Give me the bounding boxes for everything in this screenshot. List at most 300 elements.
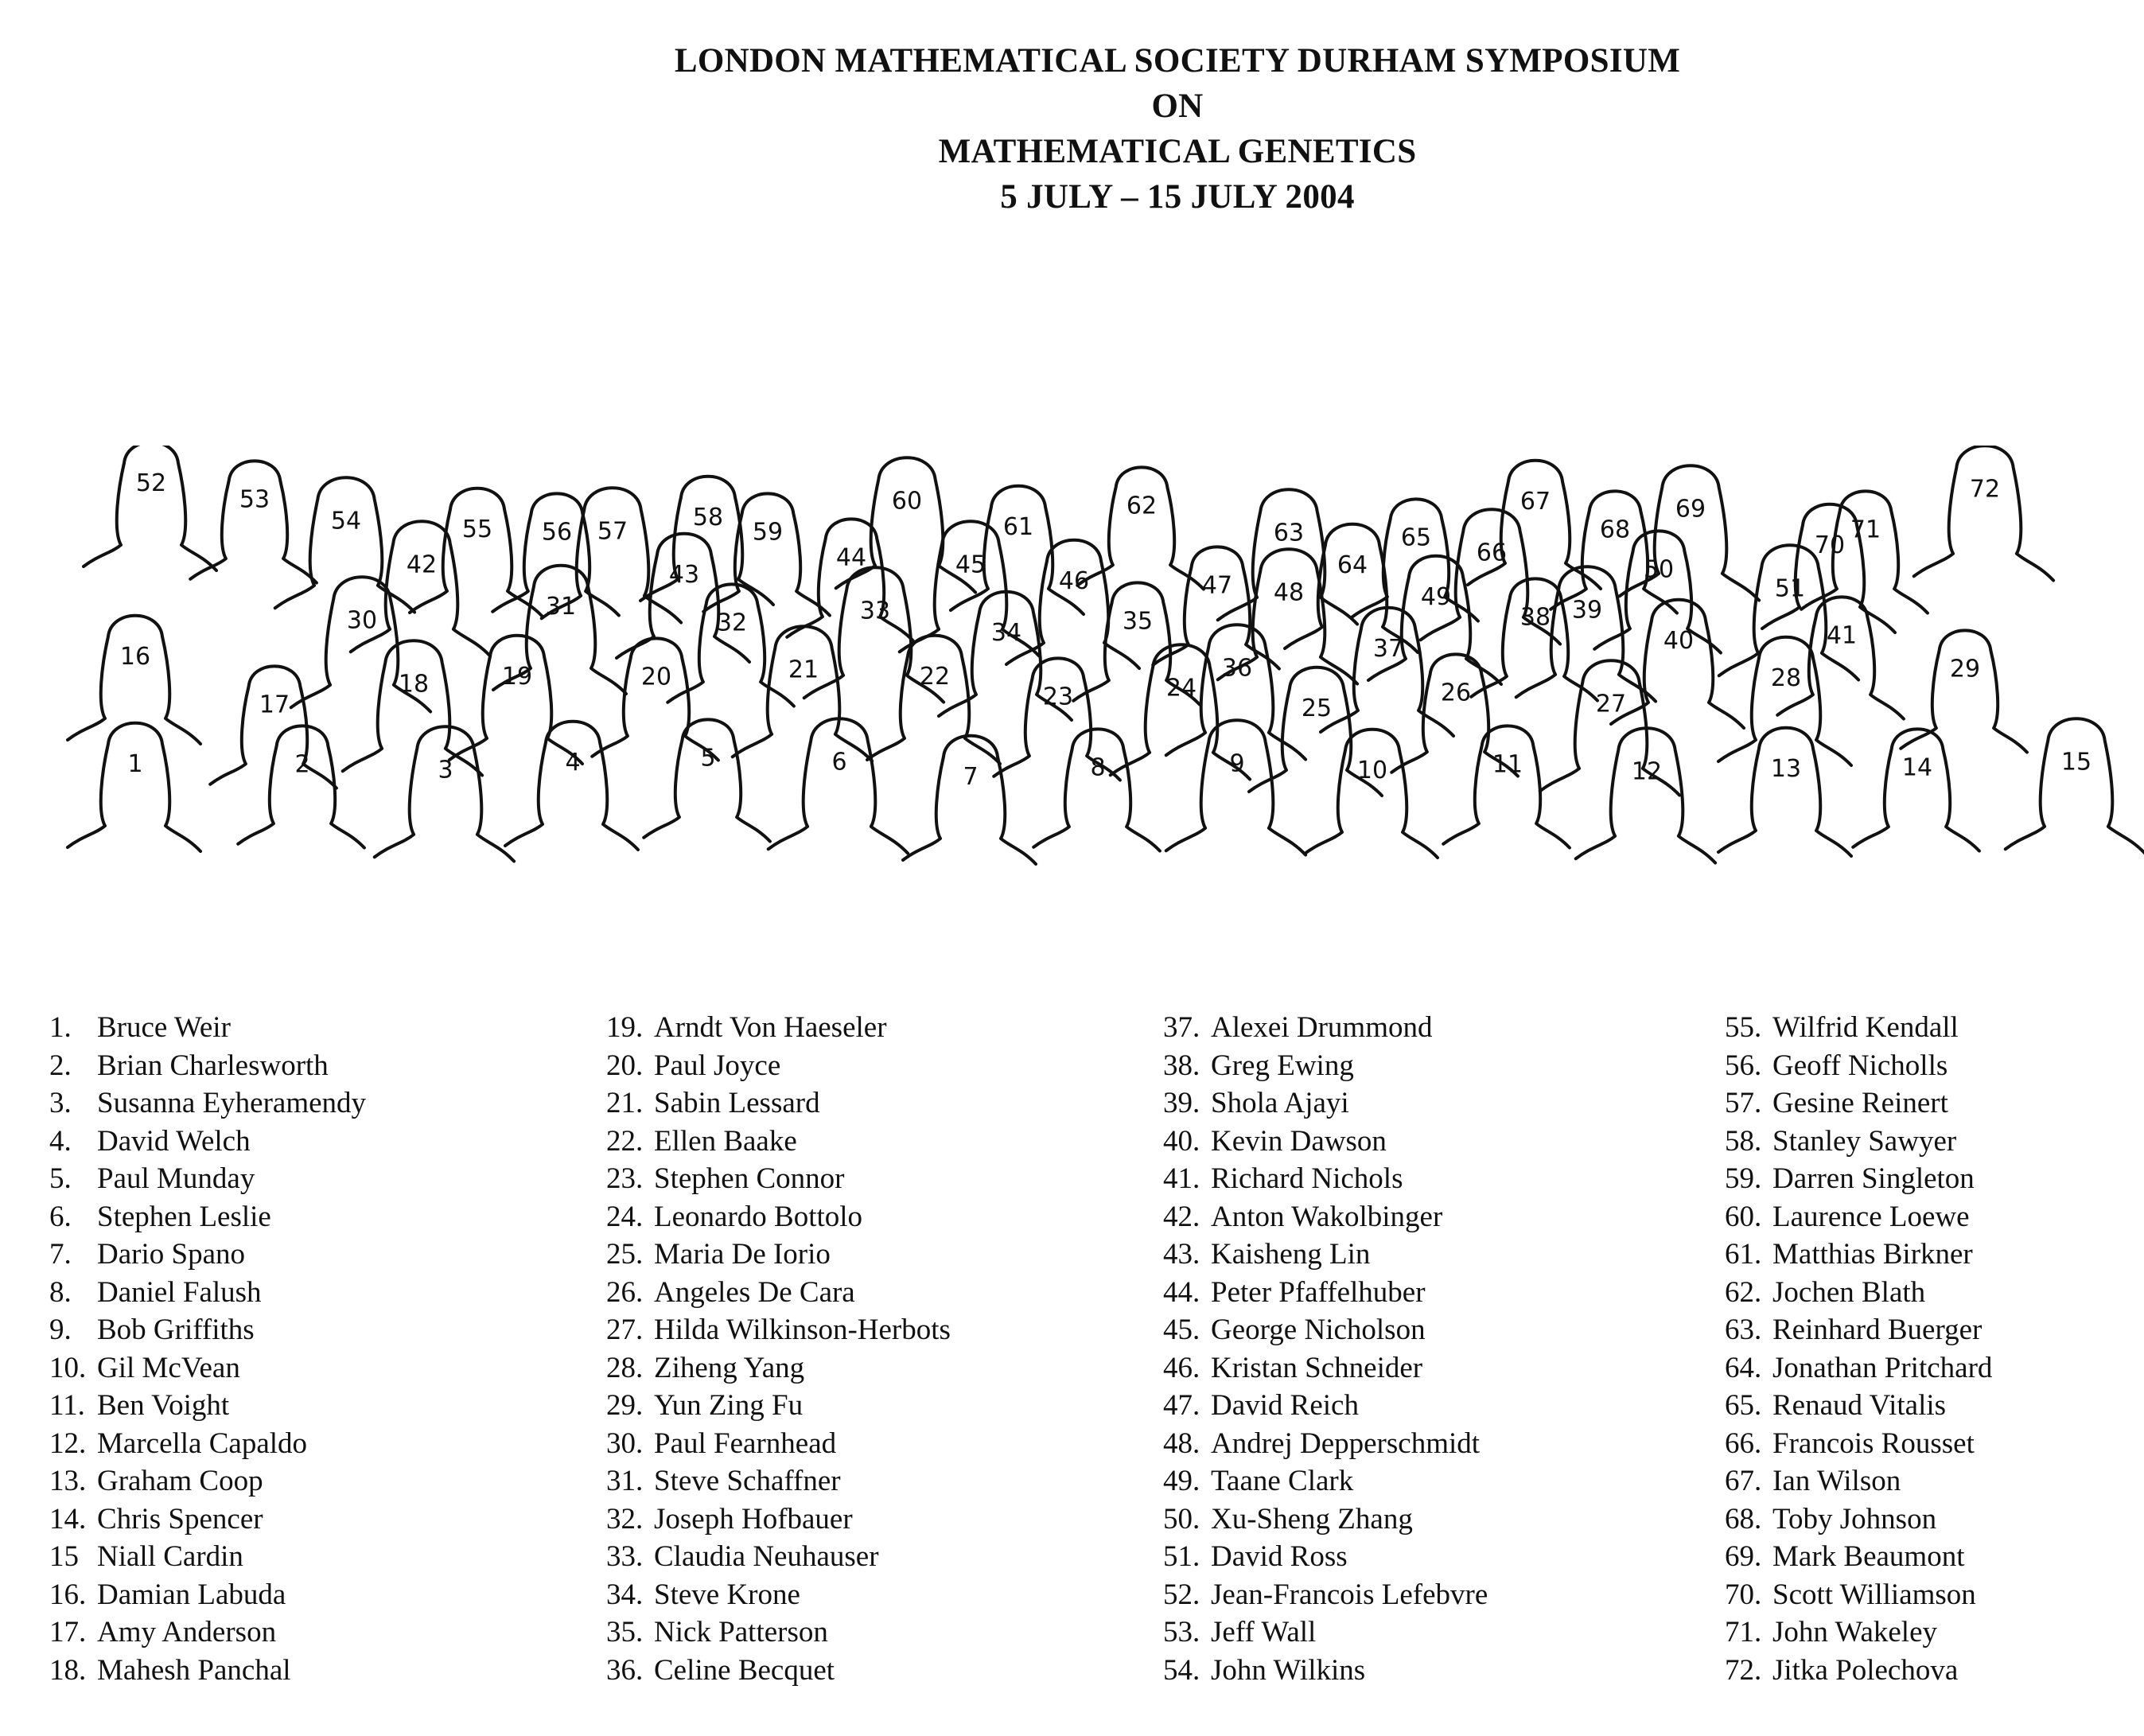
attendee-name: Mark Beaumont (1772, 1540, 1965, 1573)
list-item (606, 1084, 951, 1123)
attendee-name: Paul Munday (97, 1162, 255, 1195)
attendee-name: Andrej Depperschmidt (1211, 1427, 1481, 1460)
head-number-label: 25 (1301, 695, 1333, 722)
list-item (49, 1047, 366, 1085)
list-number: 36. (606, 1653, 644, 1687)
list-number: 1. (49, 1011, 72, 1044)
attendee-name: Maria De Iorio (654, 1238, 831, 1271)
head-outline (1777, 597, 1904, 718)
list-item (606, 1274, 951, 1312)
list-number: 61. (1725, 1238, 1762, 1271)
list-number: 13. (49, 1465, 87, 1497)
list-item (49, 1613, 366, 1652)
list-number: 6. (49, 1200, 72, 1233)
list-number: 49. (1163, 1465, 1200, 1497)
head-number-label: 9 (1229, 749, 1245, 778)
list-number: 28. (606, 1351, 644, 1384)
list-item (49, 1123, 366, 1161)
head-number-label: 64 (1337, 551, 1368, 579)
attendee-name: Alexei Drummond (1211, 1011, 1433, 1044)
head-number-label: 67 (1519, 488, 1551, 516)
name-column-3 (1163, 1009, 1488, 1689)
list-item (1163, 1652, 1488, 1690)
list-number: 66. (1725, 1427, 1762, 1460)
list-number: 58. (1725, 1124, 1762, 1158)
list-item (1725, 1501, 1992, 1539)
list-item (606, 1047, 951, 1085)
head-number-label: 34 (990, 619, 1022, 647)
list-item (49, 1652, 366, 1690)
head-number-label: 62 (1126, 492, 1158, 520)
head-outline (68, 616, 200, 744)
head-number-label: 2 (294, 750, 310, 779)
attendee-name: Marcella Capaldo (97, 1427, 308, 1460)
head-number-label: 32 (716, 609, 748, 637)
list-number: 50. (1163, 1502, 1200, 1536)
head-number-label: 49 (1420, 583, 1452, 611)
attendee-name: Kaisheng Lin (1211, 1238, 1371, 1271)
list-number: 65. (1725, 1389, 1762, 1422)
attendee-name: Paul Joyce (654, 1049, 781, 1082)
list-number: 39. (1163, 1087, 1200, 1119)
head-number-label: 18 (398, 670, 430, 699)
list-item (49, 1425, 366, 1463)
head-number-label: 19 (501, 663, 533, 691)
list-number: 25. (606, 1238, 644, 1271)
head-number-label: 50 (1643, 555, 1675, 584)
list-item (606, 1425, 951, 1463)
attendee-name: Sabin Lessard (654, 1087, 820, 1119)
attendee-name: Ian Wilson (1772, 1465, 1901, 1497)
list-item (49, 1576, 366, 1614)
list-number: 69. (1725, 1540, 1762, 1573)
head-number-label: 23 (1042, 683, 1074, 711)
list-number: 54. (1163, 1653, 1200, 1687)
list-item (1163, 1576, 1488, 1614)
list-number: 35. (606, 1616, 644, 1648)
list-number: 41. (1163, 1162, 1200, 1195)
attendee-name: Daniel Falush (97, 1275, 262, 1309)
list-item (1725, 1236, 1992, 1274)
head-number-label: 57 (597, 517, 628, 546)
list-item (1163, 1047, 1488, 1085)
list-item (49, 1084, 366, 1123)
head-outline (1033, 729, 1160, 850)
attendee-name: Stephen Leslie (97, 1200, 271, 1233)
head-number-label: 53 (239, 485, 270, 514)
head-number-label: 27 (1595, 690, 1627, 718)
list-number: 62. (1725, 1275, 1762, 1309)
list-item (49, 1501, 366, 1539)
head-number-label: 35 (1122, 607, 1154, 636)
name-column-2 (606, 1009, 951, 1689)
head-number-label: 39 (1571, 596, 1603, 625)
head-outline (1718, 728, 1851, 856)
list-item (1163, 1613, 1488, 1652)
list-item (1725, 1123, 1992, 1161)
attendee-name: Nick Patterson (654, 1616, 828, 1648)
list-item (1163, 1236, 1488, 1274)
list-item (606, 1349, 951, 1388)
attendee-name: Xu-Sheng Zhang (1211, 1502, 1413, 1536)
attendee-name: Taane Clark (1211, 1465, 1354, 1497)
attendee-name: Geoff Nicholls (1772, 1049, 1948, 1082)
list-number: 60. (1725, 1200, 1762, 1233)
list-item (1725, 1576, 1992, 1614)
list-item (49, 1236, 366, 1274)
list-item (1163, 1084, 1488, 1123)
list-number: 52. (1163, 1578, 1200, 1611)
head-outline (1285, 524, 1418, 652)
head-number-label: 59 (752, 518, 784, 547)
name-column-4 (1725, 1009, 1992, 1689)
list-item (606, 1123, 951, 1161)
list-number: 14. (49, 1502, 87, 1536)
list-number: 11. (49, 1389, 85, 1422)
list-item (49, 1198, 366, 1236)
list-item (1725, 1387, 1992, 1425)
head-outline (867, 636, 1000, 764)
list-item (1725, 1198, 1992, 1236)
attendee-name: Niall Cardin (97, 1540, 243, 1573)
list-number: 26. (606, 1275, 644, 1309)
list-item (49, 1009, 366, 1047)
attendee-name: Greg Ewing (1211, 1049, 1354, 1082)
attendee-name: David Reich (1211, 1389, 1359, 1422)
list-number: 46. (1163, 1351, 1200, 1384)
list-number: 70. (1725, 1578, 1762, 1611)
list-number: 43. (1163, 1238, 1200, 1271)
head-number-label: 58 (692, 504, 724, 531)
head-outline (644, 719, 770, 841)
list-number: 42. (1163, 1200, 1200, 1233)
list-number: 31. (606, 1465, 644, 1497)
attendee-name: Wilfrid Kendall (1772, 1011, 1959, 1044)
list-item (606, 1160, 951, 1198)
head-number-label: 14 (1901, 753, 1933, 782)
attendee-name: Joseph Hofbauer (654, 1502, 853, 1536)
list-number: 7. (49, 1238, 72, 1271)
list-item (1725, 1311, 1992, 1349)
head-number-label: 51 (1774, 574, 1806, 603)
list-number: 16. (49, 1578, 87, 1611)
head-outline (768, 718, 908, 853)
list-item (1725, 1462, 1992, 1501)
head-outline (1901, 630, 2027, 752)
list-item (606, 1198, 951, 1236)
list-item (49, 1160, 366, 1198)
head-outline (343, 640, 482, 775)
list-number: 21. (606, 1087, 644, 1119)
attendee-name: Amy Anderson (97, 1616, 277, 1648)
list-number: 30. (606, 1427, 644, 1460)
head-number-label: 66 (1476, 539, 1508, 567)
head-number-label: 38 (1519, 603, 1551, 632)
attendee-name: Ziheng Yang (654, 1351, 805, 1384)
list-item (606, 1311, 951, 1349)
list-number: 33. (606, 1540, 644, 1573)
attendee-name: David Ross (1211, 1540, 1348, 1573)
list-item (49, 1387, 366, 1425)
head-number-label: 5 (700, 744, 716, 773)
head-number-label: 26 (1440, 679, 1472, 707)
list-number: 56. (1725, 1049, 1762, 1082)
list-number: 23. (606, 1162, 644, 1195)
list-item (49, 1462, 366, 1501)
head-number-label: 45 (955, 551, 986, 579)
list-item (1163, 1501, 1488, 1539)
attendee-name: Steve Krone (654, 1578, 800, 1611)
head-number-label: 15 (2060, 748, 2092, 777)
list-number: 12. (49, 1427, 87, 1460)
head-number-label: 7 (963, 763, 979, 791)
list-item (1163, 1349, 1488, 1388)
list-item (1725, 1349, 1992, 1388)
attendee-name: Jonathan Pritchard (1772, 1351, 1993, 1384)
attendee-name: Peter Pfaffelhuber (1211, 1275, 1426, 1309)
list-item (49, 1349, 366, 1388)
head-outline (84, 446, 216, 570)
head-number-label: 37 (1372, 635, 1404, 663)
list-item (606, 1387, 951, 1425)
list-number: 48. (1163, 1427, 1200, 1460)
list-item (1163, 1274, 1488, 1312)
list-item (1725, 1047, 1992, 1085)
list-number: 19. (606, 1011, 644, 1044)
list-item (606, 1613, 951, 1652)
head-number-label: 60 (891, 487, 923, 516)
head-number-label: 6 (831, 748, 847, 777)
head-number-label: 13 (1770, 755, 1802, 783)
list-number: 20. (606, 1049, 644, 1082)
head-number-label: 36 (1221, 654, 1253, 683)
list-number: 29. (606, 1389, 644, 1422)
list-number: 4. (49, 1124, 72, 1158)
head-number-label: 10 (1356, 757, 1388, 784)
head-number-label: 55 (461, 516, 493, 543)
attendee-name: Stanley Sawyer (1772, 1124, 1957, 1158)
attendee-name: Laurence Loewe (1772, 1200, 1970, 1233)
head-number-label: 70 (1814, 531, 1846, 559)
head-outline (733, 626, 872, 761)
attendee-name: Steve Schaffner (654, 1465, 841, 1497)
title-line-2: ON (1151, 88, 1204, 125)
head-outline (1914, 446, 2053, 580)
list-item (606, 1652, 951, 1690)
head-number-label: 31 (545, 593, 577, 621)
list-item (606, 1462, 951, 1501)
head-outline (68, 723, 200, 851)
list-item (1725, 1538, 1992, 1576)
head-outline (375, 726, 514, 861)
list-number: 17. (49, 1616, 87, 1648)
head-number-label: 41 (1826, 621, 1858, 650)
attendee-name: Toby Johnson (1772, 1502, 1937, 1536)
head-number-label: 3 (438, 756, 453, 784)
list-number: 22. (606, 1124, 644, 1158)
attendee-name: Darren Singleton (1772, 1162, 1975, 1195)
attendee-name: Richard Nichols (1211, 1162, 1403, 1195)
list-item (606, 1576, 951, 1614)
list-number: 67. (1725, 1465, 1762, 1497)
head-outline (1718, 637, 1851, 765)
attendee-name: Anton Wakolbinger (1211, 1200, 1443, 1233)
head-outline-diagram (0, 446, 2144, 891)
list-number: 45. (1163, 1314, 1200, 1346)
attendee-name: Yun Zing Fu (654, 1389, 804, 1422)
list-number: 72. (1725, 1653, 1762, 1687)
list-number: 59. (1725, 1162, 1762, 1195)
attendee-name: Bruce Weir (97, 1011, 231, 1044)
head-number-label: 63 (1273, 519, 1305, 547)
attendee-name: John Wilkins (1211, 1653, 1366, 1687)
attendee-name: Dario Spano (97, 1238, 245, 1271)
list-item (49, 1311, 366, 1349)
list-number: 38. (1163, 1049, 1200, 1082)
attendee-name: Gil McVean (97, 1351, 240, 1384)
list-item (1163, 1462, 1488, 1501)
title-line-1: LONDON MATHEMATICAL SOCIETY DURHAM SYMPOSIUM (674, 42, 1681, 80)
attendee-name: Jitka Polechova (1772, 1653, 1959, 1687)
head-outline (1443, 726, 1570, 847)
list-item (1163, 1538, 1488, 1576)
list-number: 2. (49, 1049, 72, 1082)
list-item (1163, 1198, 1488, 1236)
list-item (1725, 1613, 1992, 1652)
attendee-name: Leonardo Bottolo (654, 1200, 863, 1233)
list-number: 3. (49, 1087, 72, 1119)
list-number: 10. (49, 1351, 87, 1384)
head-outline (238, 726, 364, 847)
list-number: 55. (1725, 1011, 1762, 1044)
attendee-name: Claudia Neuhauser (654, 1540, 879, 1573)
attendee-name: Francois Rousset (1772, 1427, 1975, 1460)
head-number-label: 54 (330, 507, 362, 535)
attendee-name: Celine Becquet (654, 1653, 835, 1687)
head-outline (449, 636, 582, 764)
list-number: 9. (49, 1314, 72, 1346)
head-number-label: 4 (565, 749, 581, 777)
list-number: 18. (49, 1653, 87, 1687)
head-number-label: 1 (127, 750, 143, 778)
attendee-name: Bob Griffiths (97, 1314, 255, 1346)
head-number-label: 30 (346, 606, 378, 635)
attendee-name: Jochen Blath (1772, 1275, 1926, 1309)
head-number-label: 24 (1165, 674, 1197, 703)
list-item (1163, 1123, 1488, 1161)
name-column-1 (49, 1009, 366, 1689)
list-number: 47. (1163, 1389, 1200, 1422)
head-outline (1305, 730, 1438, 858)
list-item (606, 1501, 951, 1539)
attendee-name: Stephen Connor (654, 1162, 845, 1195)
head-number-label: 69 (1675, 495, 1706, 524)
head-number-label: 16 (119, 643, 151, 671)
list-item (1163, 1387, 1488, 1425)
list-item (1163, 1311, 1488, 1349)
attendee-name: Scott Williamson (1772, 1578, 1976, 1611)
head-number-label: 40 (1663, 627, 1695, 655)
attendee-name: Kevin Dawson (1211, 1124, 1387, 1158)
title-line-3: MATHEMATICAL GENETICS (938, 133, 1417, 170)
head-number-label: 56 (541, 518, 573, 547)
head-number-label: 72 (1969, 475, 2001, 504)
attendee-name: Gesine Reinert (1772, 1087, 1948, 1119)
list-number: 24. (606, 1200, 644, 1233)
list-number: 68. (1725, 1502, 1762, 1536)
list-number: 51. (1163, 1540, 1200, 1573)
head-number-label: 42 (406, 551, 438, 579)
list-number: 53. (1163, 1616, 1200, 1648)
list-number: 34. (606, 1578, 644, 1611)
head-outline (1594, 531, 1721, 652)
list-number: 71. (1725, 1616, 1762, 1648)
list-number: 8. (49, 1275, 72, 1309)
list-item (606, 1009, 951, 1047)
attendee-name: Renaud Vitalis (1772, 1389, 1947, 1422)
head-number-label: 20 (640, 663, 672, 691)
head-number-label: 46 (1058, 567, 1090, 595)
attendee-name: Angeles De Cara (654, 1275, 855, 1309)
list-number: 37. (1163, 1011, 1200, 1044)
head-number-label: 28 (1770, 664, 1802, 692)
list-item (1725, 1425, 1992, 1463)
attendee-name: David Welch (97, 1124, 251, 1158)
list-item (1163, 1160, 1488, 1198)
head-number-label: 43 (668, 561, 700, 589)
attendee-name: Brian Charlesworth (97, 1049, 329, 1082)
head-number-label: 52 (135, 469, 167, 497)
attendee-name: Hilda Wilkinson-Herbots (654, 1314, 951, 1346)
head-number-label: 61 (1002, 513, 1034, 541)
list-item (606, 1236, 951, 1274)
attendee-name: Ben Voight (97, 1389, 230, 1422)
attendee-name: George Nicholson (1211, 1314, 1426, 1346)
list-number: 5. (49, 1162, 72, 1195)
list-item (1725, 1160, 1992, 1198)
attendee-name: Susanna Eyheramendy (97, 1087, 367, 1119)
attendee-name: Mahesh Panchal (97, 1653, 291, 1687)
head-number-label: 29 (1949, 655, 1981, 683)
head-number-label: 11 (1492, 750, 1523, 779)
head-number-label: 8 (1090, 753, 1106, 782)
list-item (1725, 1274, 1992, 1312)
attendee-name: Ellen Baake (654, 1124, 797, 1158)
head-outline (1611, 600, 1744, 728)
attendee-name: Graham Coop (97, 1465, 263, 1497)
list-item (1725, 1652, 1992, 1690)
head-number-label: 47 (1201, 571, 1233, 600)
attendee-name: Chris Spencer (97, 1502, 263, 1536)
list-number: 32. (606, 1502, 644, 1536)
attendee-name: Jeff Wall (1211, 1616, 1317, 1648)
head-number-label: 22 (919, 663, 951, 691)
head-number-label: 21 (788, 656, 819, 684)
attendee-name: Matthias Birkner (1772, 1238, 1973, 1271)
list-item (1725, 1009, 1992, 1047)
list-number: 40. (1163, 1124, 1200, 1158)
attendee-name: John Wakeley (1772, 1616, 1937, 1648)
attendee-name: Arndt Von Haeseler (654, 1011, 887, 1044)
attendee-name: Jean-Francois Lefebvre (1211, 1578, 1488, 1611)
head-outline (1166, 720, 1305, 854)
head-number-label: 71 (1850, 516, 1881, 544)
list-number: 57. (1725, 1087, 1762, 1119)
list-item (1163, 1009, 1488, 1047)
page-title (0, 38, 2144, 220)
head-outline (2006, 718, 2144, 853)
head-outline (1853, 729, 1979, 850)
